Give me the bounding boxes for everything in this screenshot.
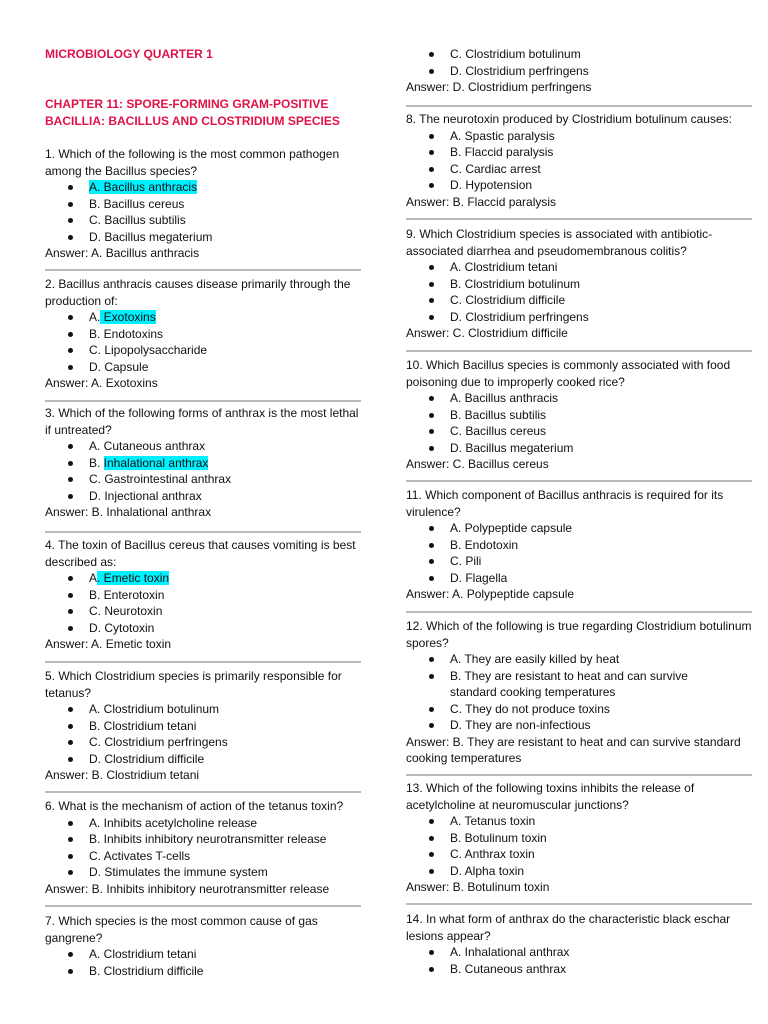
options-list — [45, 309, 361, 375]
question-stem: 14. In what form of anthrax do the characteristic black eschar lesions appear? — [406, 912, 731, 943]
answer-line: Answer: B. Clostridium tetani — [45, 768, 200, 782]
option-b-continuation: standard cooking temperatures — [450, 685, 616, 699]
option-a: A. Clostridium botulinum — [45, 701, 361, 718]
option-b: B. Bacillus cereus — [45, 196, 361, 213]
separator — [406, 903, 752, 905]
separator — [45, 269, 361, 271]
question-stem: 9. Which Clostridium species is associated with antibiotic-associated diarrhea and pseudomembranous colitis? — [406, 227, 713, 258]
question-9 — [406, 226, 752, 342]
question-10 — [406, 357, 752, 473]
options-list — [406, 128, 752, 194]
option-c: C. Clostridium perfringens — [45, 734, 361, 751]
chapter-heading — [45, 96, 345, 129]
option-a: A. Inhibits acetylcholine release — [45, 815, 361, 832]
question-6 — [45, 798, 361, 897]
option-b: B. Clostridium botulinum — [406, 276, 752, 293]
question-5 — [45, 668, 361, 784]
option-a: A. They are easily killed by heat — [406, 651, 752, 668]
option-c: C. Neurotoxin — [45, 603, 361, 620]
option-b: B. Flaccid paralysis — [406, 144, 752, 161]
question-stem: 5. Which Clostridium species is primarily responsible for tetanus? — [45, 669, 342, 700]
question-stem: 3. Which of the following forms of anthrax is the most lethal if untreated? — [45, 406, 359, 437]
option-d: D. Stimulates the immune system — [45, 864, 361, 881]
option-a: A. Bacillus anthracis — [406, 390, 752, 407]
option-b: B. Botulinum toxin — [406, 830, 752, 847]
option-c: C. Clostridium difficile — [406, 292, 752, 309]
option-a: A. Clostridium tetani — [406, 259, 752, 276]
separator — [45, 400, 361, 402]
option-d: D. Capsule — [45, 359, 361, 376]
answer-line: Answer: A. Exotoxins — [45, 376, 158, 390]
option-b: B. Clostridium tetani — [45, 718, 361, 735]
options-list — [406, 46, 752, 79]
option-b — [45, 455, 361, 472]
question-14 — [406, 911, 752, 977]
options-list — [45, 815, 361, 881]
option-prefix: A — [89, 571, 98, 585]
answer-line: Answer: C. Bacillus cereus — [406, 457, 549, 471]
question-stem: 8. The neurotoxin produced by Clostridium botulinum causes: — [406, 112, 732, 126]
options-list — [406, 259, 752, 325]
option-c: C. Anthrax toxin — [406, 846, 752, 863]
option-d: D. They are non-infectious — [406, 717, 752, 734]
question-stem: 2. Bacillus anthracis causes disease primarily through the production of: — [45, 277, 351, 308]
option-d: D. Alpha toxin — [406, 863, 752, 880]
option-c: C. Pili — [406, 553, 752, 570]
question-stem: 12. Which of the following is true regarding Clostridium botulinum spores? — [406, 619, 752, 650]
options-list — [406, 813, 752, 879]
answer-line: Answer: B. Inhibits inhibitory neurotransmitter release — [45, 881, 330, 896]
option-a — [45, 309, 361, 326]
option-b: B. Clostridium difficile — [45, 963, 361, 980]
question-stem: 10. Which Bacillus species is commonly associated with food poisoning due to improperly cooked rice? — [406, 358, 731, 389]
answer-line: Answer: A. Bacillus anthracis — [45, 246, 200, 260]
options-list — [45, 946, 361, 979]
option-c: C. Bacillus cereus — [406, 423, 752, 440]
answer-line: Answer: B. Inhalational anthrax — [45, 505, 212, 519]
option-b: B. Endotoxin — [406, 537, 752, 554]
question-7-continued — [406, 46, 752, 96]
option-a: A. Clostridium tetani — [45, 946, 361, 963]
answer-line: Answer: B. Botulinum toxin — [406, 880, 550, 894]
option-d: D. Clostridium perfringens — [406, 63, 752, 80]
options-list — [406, 520, 752, 586]
options-list — [406, 390, 752, 456]
option-a: A. Tetanus toxin — [406, 813, 752, 830]
option-c: C. Cardiac arrest — [406, 161, 752, 178]
options-list — [45, 438, 361, 504]
answer-line: Answer: A. Polypeptide capsule — [406, 587, 575, 601]
separator — [406, 611, 752, 613]
question-2 — [45, 276, 361, 392]
highlighted-answer: Exotoxins — [100, 310, 156, 324]
separator — [406, 218, 752, 220]
option-prefix: A. — [89, 310, 101, 324]
question-1 — [45, 146, 361, 262]
highlighted-answer: A. Bacillus anthracis — [89, 180, 198, 194]
option-a: A. Spastic paralysis — [406, 128, 752, 145]
separator — [406, 774, 752, 776]
option-c: C. Activates T-cells — [45, 848, 361, 865]
question-stem: 11. Which component of Bacillus anthracis is required for its virulence? — [406, 488, 724, 519]
option-c: C. Gastrointestinal anthrax — [45, 471, 361, 488]
option-d: D. Bacillus megaterium — [406, 440, 752, 457]
answer-line: Answer: B. Flaccid paralysis — [406, 194, 557, 209]
question-stem: 6. What is the mechanism of action of the tetanus toxin? — [45, 799, 344, 813]
question-4 — [45, 537, 361, 653]
option-a — [45, 570, 361, 587]
option-d: D. Flagella — [406, 570, 752, 587]
option-prefix: B. — [89, 455, 104, 470]
separator — [45, 531, 361, 533]
option-d: D. Clostridium perfringens — [406, 309, 752, 326]
option-c: C. Lipopolysaccharide — [45, 342, 361, 359]
option-d: D. Injectional anthrax — [45, 488, 361, 505]
option-d: D. Clostridium difficile — [45, 751, 361, 768]
option-a: A. Cutaneous anthrax — [45, 438, 361, 455]
highlighted-answer: Inhalational anthrax — [103, 455, 209, 470]
options-list — [45, 701, 361, 767]
option-b: B. Enterotoxin — [45, 587, 361, 604]
question-8 — [406, 111, 752, 210]
question-stem: 13. Which of the following toxins inhibits the release of acetylcholine at neuromuscular junctions? — [406, 781, 695, 812]
options-list — [406, 944, 752, 977]
question-11 — [406, 487, 752, 603]
question-3 — [45, 405, 361, 521]
separator — [45, 661, 361, 663]
highlighted-answer: . Emetic toxin — [97, 571, 170, 585]
option-c: C. Clostridium botulinum — [406, 46, 752, 63]
question-stem: 4. The toxin of Bacillus cereus that causes vomiting is best described as: — [45, 538, 356, 569]
options-list — [45, 570, 361, 636]
option-b: B. Endotoxins — [45, 326, 361, 343]
question-13 — [406, 780, 752, 896]
separator — [406, 480, 752, 482]
option-d: D. Bacillus megaterium — [45, 229, 361, 246]
option-c: C. They do not produce toxins — [406, 701, 752, 718]
document-title: MICROBIOLOGY QUARTER 1 — [45, 47, 213, 61]
chapter-heading-line-1: CHAPTER 11: SPORE-FORMING GRAM-POSITIVE — [45, 97, 329, 111]
separator — [406, 350, 752, 352]
option-a — [45, 179, 361, 196]
option-b: B. They are resistant to heat and can survive — [406, 668, 752, 685]
option-b: B. Cutaneous anthrax — [406, 961, 752, 978]
answer-line: Answer: A. Emetic toxin — [45, 637, 172, 651]
options-list — [45, 179, 361, 245]
separator — [406, 105, 752, 107]
answer-line: Answer: C. Clostridium difficile — [406, 326, 568, 340]
question-stem: 7. Which species is the most common cause of gas gangrene? — [45, 914, 318, 945]
chapter-heading-line-2: BACILLIA: BACILLUS AND CLOSTRIDIUM SPECIES — [45, 113, 340, 128]
option-a: A. Inhalational anthrax — [406, 944, 752, 961]
question-12 — [406, 618, 752, 767]
separator — [45, 791, 361, 793]
option-b: B. Bacillus subtilis — [406, 407, 752, 424]
option-d: D. Hypotension — [406, 177, 752, 194]
question-stem: 1. Which of the following is the most common pathogen among the Bacillus species? — [45, 147, 340, 178]
option-d: D. Cytotoxin — [45, 620, 361, 637]
option-b: B. Inhibits inhibitory neurotransmitter release — [45, 831, 361, 848]
option-a: A. Polypeptide capsule — [406, 520, 752, 537]
question-7 — [45, 913, 361, 979]
options-list — [406, 651, 752, 734]
option-c: C. Bacillus subtilis — [45, 212, 361, 229]
answer-line: Answer: D. Clostridium perfringens — [406, 80, 592, 94]
answer-line: Answer: B. They are resistant to heat and can survive standard cooking temperatures — [406, 734, 741, 765]
separator — [45, 905, 361, 907]
